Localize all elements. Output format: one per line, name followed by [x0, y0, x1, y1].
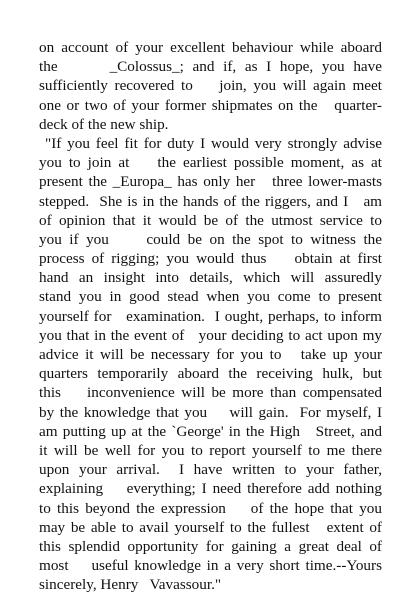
- text-line: process of rigging; you would thus obtain at first: [39, 250, 382, 268]
- text-line: to this beyond the expression of the hope that you: [39, 499, 382, 517]
- text-line: the _Colossus_; and if, as I hope, you have: [39, 58, 382, 76]
- text-line: deck of the new ship.: [39, 115, 169, 133]
- text-line: this splendid opportunity for gaining a great deal of: [39, 537, 382, 555]
- text-line: upon your arrival. I have written to your father,: [39, 461, 382, 479]
- text-line: sincerely, Henry Vavassour.": [39, 576, 222, 594]
- text-line: advice it will be necessary for you to take up your: [39, 346, 382, 363]
- text-line: explaining everything; I need therefore add nothing: [39, 480, 382, 498]
- text-line: you if you could be on the spot to witness the: [39, 230, 382, 248]
- text-line: stand you in good stead when you come to present: [39, 288, 382, 306]
- text-line: one or two of your former shipmates on the quarter-: [39, 96, 382, 114]
- text-line: by the knowledge that you will gain. For myself, I: [39, 403, 382, 421]
- text-line: this inconvenience will be more than compensated: [39, 384, 382, 402]
- text-line: am putting up at the `George' in the High Street, and: [39, 422, 382, 440]
- text-line: you to join at the earliest possible moment, as at: [39, 154, 382, 172]
- document-body: [39, 38, 382, 594]
- text-line: it will be well for you to report yourself to me there: [39, 441, 382, 459]
- text-line: quarters temporarily aboard the receiving hulk, but: [39, 365, 382, 383]
- text-line: you that in the event of your deciding to act upon my: [39, 326, 382, 344]
- text-line: hand an insight into details, which will assuredly: [39, 269, 382, 287]
- text-line: yourself for examination. I ought, perhaps, to inform: [39, 307, 382, 325]
- text-line: on account of your excellent behaviour while aboard: [39, 39, 382, 56]
- text-line: "If you feel fit for duty I would very strongly advise: [45, 134, 382, 152]
- text-line: stepped. She is in the hands of the riggers, and I am: [39, 192, 382, 210]
- text-line: sufficiently recovered to join, you will again meet: [39, 77, 382, 95]
- text-line: present the _Europa_ has only her three lower-masts: [39, 173, 382, 191]
- text-line: of opinion that it would be of the utmost service to: [39, 211, 382, 229]
- text-line: may be able to avail yourself to the fullest extent of: [39, 518, 382, 536]
- text-line: most useful knowledge in a very short time.--Yours: [39, 557, 382, 575]
